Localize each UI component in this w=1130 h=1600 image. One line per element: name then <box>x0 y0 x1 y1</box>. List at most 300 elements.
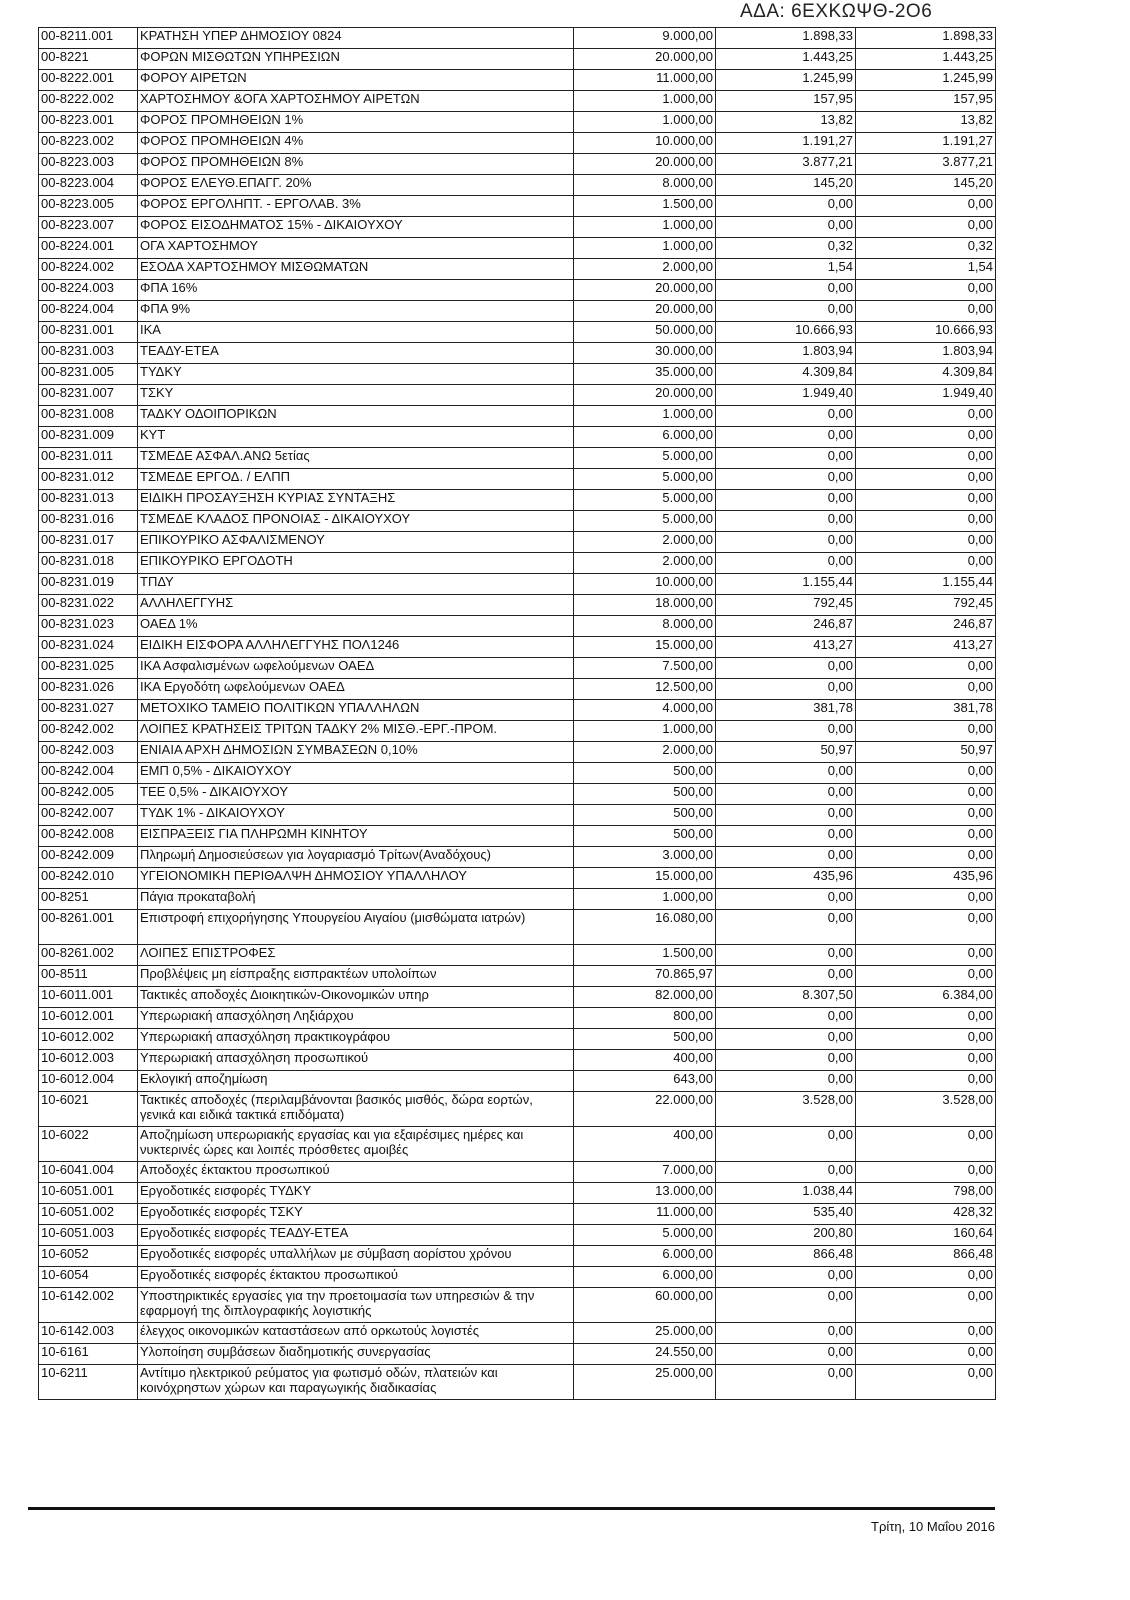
budget-amount-cell: 1.000,00 <box>574 112 716 133</box>
table-row <box>39 553 996 574</box>
description-cell: ΤΠΔΥ <box>138 574 574 595</box>
committed-amount-cell: 792,45 <box>716 595 856 616</box>
account-code-cell: 10-6051.003 <box>39 1225 138 1246</box>
table-row <box>39 742 996 763</box>
description-cell: ΦΠΑ 9% <box>138 301 574 322</box>
paid-amount-cell: 0,00 <box>856 1029 996 1050</box>
account-code-cell: 00-8231.017 <box>39 532 138 553</box>
description-cell: ΕΙΣΠΡΑΞΕΙΣ ΓΙΑ ΠΛΗΡΩΜΗ ΚΙΝΗΤΟΥ <box>138 826 574 847</box>
paid-amount-cell: 3.528,00 <box>856 1092 996 1127</box>
budget-amount-cell: 30.000,00 <box>574 343 716 364</box>
account-code-cell: 00-8223.007 <box>39 217 138 238</box>
account-code-cell: 00-8231.003 <box>39 343 138 364</box>
budget-amount-cell: 50.000,00 <box>574 322 716 343</box>
budget-amount-cell: 35.000,00 <box>574 364 716 385</box>
paid-amount-cell: 0,00 <box>856 889 996 910</box>
account-code-cell: 00-8224.001 <box>39 238 138 259</box>
account-code-cell: 00-8242.008 <box>39 826 138 847</box>
budget-amount-cell: 1.000,00 <box>574 91 716 112</box>
committed-amount-cell: 50,97 <box>716 742 856 763</box>
committed-amount-cell: 1,54 <box>716 259 856 280</box>
description-cell: Εργοδοτικές εισφορές ΤΕΑΔΥ-ΕΤΕΑ <box>138 1225 574 1246</box>
paid-amount-cell: 0,00 <box>856 945 996 966</box>
description-cell: ΦΟΡΟΥ ΑΙΡΕΤΩΝ <box>138 70 574 91</box>
description-cell: ΦΟΡΟΣ ΕΛΕΥΘ.ΕΠΑΓΓ. 20% <box>138 175 574 196</box>
budget-amount-cell: 2.000,00 <box>574 532 716 553</box>
account-code-cell: 00-8222.002 <box>39 91 138 112</box>
committed-amount-cell: 0,00 <box>716 658 856 679</box>
budget-amount-cell: 5.000,00 <box>574 448 716 469</box>
footer-date: Τρίτη, 10 Μαΐου 2016 <box>871 1519 995 1534</box>
paid-amount-cell: 6.384,00 <box>856 987 996 1008</box>
account-code-cell: 10-6051.002 <box>39 1204 138 1225</box>
account-code-cell: 00-8231.011 <box>39 448 138 469</box>
committed-amount-cell: 0,00 <box>716 217 856 238</box>
committed-amount-cell: 0,00 <box>716 511 856 532</box>
description-cell: ΦΟΡΟΣ ΕΡΓΟΛΗΠΤ. - ΕΡΓΟΛΑΒ. 3% <box>138 196 574 217</box>
paid-amount-cell: 0,00 <box>856 280 996 301</box>
description-cell: ΕΙΔΙΚΗ ΕΙΣΦΟΡΑ ΑΛΛΗΛΕΓΓΥΗΣ ΠΟΛ1246 <box>138 637 574 658</box>
budget-amount-cell: 6.000,00 <box>574 427 716 448</box>
paid-amount-cell: 0,00 <box>856 532 996 553</box>
table-row <box>39 1162 996 1183</box>
table-row <box>39 28 996 49</box>
description-cell: Εργοδοτικές εισφορές υπαλλήλων με σύμβαση αορίστου χρόνου <box>138 1246 574 1267</box>
table-row <box>39 301 996 322</box>
table-row <box>39 910 996 945</box>
description-cell: ΑΛΛΗΛΕΓΓΥΗΣ <box>138 595 574 616</box>
account-code-cell: 10-6051.001 <box>39 1183 138 1204</box>
committed-amount-cell: 0,00 <box>716 763 856 784</box>
account-code-cell: 00-8231.013 <box>39 490 138 511</box>
committed-amount-cell: 8.307,50 <box>716 987 856 1008</box>
paid-amount-cell: 0,00 <box>856 1050 996 1071</box>
paid-amount-cell: 0,00 <box>856 1288 996 1323</box>
committed-amount-cell: 0,00 <box>716 945 856 966</box>
account-code-cell: 00-8231.026 <box>39 679 138 700</box>
table-row <box>39 1365 996 1400</box>
table-row <box>39 1127 996 1162</box>
account-code-cell: 00-8211.001 <box>39 28 138 49</box>
table-row <box>39 1204 996 1225</box>
description-cell: ΜΕΤΟΧΙΚΟ ΤΑΜΕΙΟ ΠΟΛΙΤΙΚΩΝ ΥΠΑΛΛΗΛΩΝ <box>138 700 574 721</box>
committed-amount-cell: 0,00 <box>716 1267 856 1288</box>
description-cell: ΛΟΙΠΕΣ ΚΡΑΤΗΣΕΙΣ ΤΡΙΤΩΝ ΤΑΔΚΥ 2% ΜΙΣΘ.-ΕΡΓ.-ΠΡΟΜ. <box>138 721 574 742</box>
budget-amount-cell: 1.000,00 <box>574 889 716 910</box>
paid-amount-cell: 0,00 <box>856 763 996 784</box>
committed-amount-cell: 0,00 <box>716 784 856 805</box>
account-code-cell: 00-8242.007 <box>39 805 138 826</box>
paid-amount-cell: 0,32 <box>856 238 996 259</box>
table-row <box>39 679 996 700</box>
paid-amount-cell: 381,78 <box>856 700 996 721</box>
budget-amount-cell: 1.000,00 <box>574 406 716 427</box>
description-cell: ΕΜΠ 0,5% - ΔΙΚΑΙΟΥΧΟΥ <box>138 763 574 784</box>
table-row <box>39 868 996 889</box>
account-code-cell: 00-8242.010 <box>39 868 138 889</box>
committed-amount-cell: 1.949,40 <box>716 385 856 406</box>
paid-amount-cell: 0,00 <box>856 301 996 322</box>
table-row <box>39 847 996 868</box>
paid-amount-cell: 0,00 <box>856 217 996 238</box>
budget-amount-cell: 20.000,00 <box>574 154 716 175</box>
paid-amount-cell: 0,00 <box>856 490 996 511</box>
description-cell: Εργοδοτικές εισφορές έκτακτου προσωπικού <box>138 1267 574 1288</box>
budget-amount-cell: 60.000,00 <box>574 1288 716 1323</box>
paid-amount-cell: 1.443,25 <box>856 49 996 70</box>
description-cell: ΦΠΑ 16% <box>138 280 574 301</box>
account-code-cell: 00-8231.009 <box>39 427 138 448</box>
committed-amount-cell: 535,40 <box>716 1204 856 1225</box>
table-row <box>39 133 996 154</box>
account-code-cell: 00-8242.009 <box>39 847 138 868</box>
account-code-cell: 00-8223.005 <box>39 196 138 217</box>
budget-amount-cell: 11.000,00 <box>574 1204 716 1225</box>
description-cell: Πάγια προκαταβολή <box>138 889 574 910</box>
account-code-cell: 10-6054 <box>39 1267 138 1288</box>
paid-amount-cell: 1.155,44 <box>856 574 996 595</box>
table-row <box>39 511 996 532</box>
table-row <box>39 238 996 259</box>
account-code-cell: 10-6012.003 <box>39 1050 138 1071</box>
description-cell: ΦΟΡΟΣ ΠΡΟΜΗΘΕΙΩΝ 8% <box>138 154 574 175</box>
table-row <box>39 175 996 196</box>
account-code-cell: 10-6012.004 <box>39 1071 138 1092</box>
table-row <box>39 616 996 637</box>
paid-amount-cell: 0,00 <box>856 784 996 805</box>
account-code-cell: 00-8231.024 <box>39 637 138 658</box>
account-code-cell: 00-8242.004 <box>39 763 138 784</box>
budget-amount-cell: 20.000,00 <box>574 385 716 406</box>
committed-amount-cell: 0,00 <box>716 1344 856 1365</box>
paid-amount-cell: 0,00 <box>856 553 996 574</box>
paid-amount-cell: 0,00 <box>856 406 996 427</box>
budget-amount-cell: 20.000,00 <box>574 280 716 301</box>
account-code-cell: 00-8224.004 <box>39 301 138 322</box>
table-row <box>39 1246 996 1267</box>
budget-amount-cell: 4.000,00 <box>574 700 716 721</box>
description-cell: Υπερωριακή απασχόληση προσωπικού <box>138 1050 574 1071</box>
paid-amount-cell: 0,00 <box>856 196 996 217</box>
description-cell: ΛΟΙΠΕΣ ΕΠΙΣΤΡΟΦΕΣ <box>138 945 574 966</box>
description-cell: ΕΠΙΚΟΥΡΙΚΟ ΑΣΦΑΛΙΣΜΕΝΟΥ <box>138 532 574 553</box>
paid-amount-cell: 4.309,84 <box>856 364 996 385</box>
budget-amount-cell: 400,00 <box>574 1127 716 1162</box>
paid-amount-cell: 1.245,99 <box>856 70 996 91</box>
paid-amount-cell: 0,00 <box>856 910 996 945</box>
paid-amount-cell: 1.898,33 <box>856 28 996 49</box>
account-code-cell: 00-8224.003 <box>39 280 138 301</box>
account-code-cell: 00-8231.012 <box>39 469 138 490</box>
committed-amount-cell: 4.309,84 <box>716 364 856 385</box>
budget-amount-cell: 500,00 <box>574 805 716 826</box>
description-cell: ΙΚΑ Ασφαλισμένων ωφελούμενων ΟΑΕΔ <box>138 658 574 679</box>
table-row <box>39 322 996 343</box>
paid-amount-cell: 0,00 <box>856 427 996 448</box>
description-cell: ΙΚΑ <box>138 322 574 343</box>
table-row <box>39 595 996 616</box>
account-code-cell: 00-8231.016 <box>39 511 138 532</box>
account-code-cell: 10-6021 <box>39 1092 138 1127</box>
paid-amount-cell: 0,00 <box>856 1323 996 1344</box>
description-cell: Υποστηρικτικές εργασίες για την προετοιμασία των υπηρεσιών & την εφαρμογή της διπλογραφικής λογιστικής <box>138 1288 574 1323</box>
table-row <box>39 1029 996 1050</box>
paid-amount-cell: 246,87 <box>856 616 996 637</box>
committed-amount-cell: 145,20 <box>716 175 856 196</box>
description-cell: Υπερωριακή απασχόληση πρακτικογράφου <box>138 1029 574 1050</box>
paid-amount-cell: 0,00 <box>856 679 996 700</box>
account-code-cell: 10-6011.001 <box>39 987 138 1008</box>
paid-amount-cell: 0,00 <box>856 1071 996 1092</box>
committed-amount-cell: 157,95 <box>716 91 856 112</box>
paid-amount-cell: 13,82 <box>856 112 996 133</box>
table-row <box>39 406 996 427</box>
table-row <box>39 700 996 721</box>
account-code-cell: 00-8223.001 <box>39 112 138 133</box>
paid-amount-cell: 0,00 <box>856 1344 996 1365</box>
budget-amount-cell: 5.000,00 <box>574 1225 716 1246</box>
budget-amount-cell: 2.000,00 <box>574 259 716 280</box>
committed-amount-cell: 1.191,27 <box>716 133 856 154</box>
table-row <box>39 1008 996 1029</box>
committed-amount-cell: 0,00 <box>716 196 856 217</box>
budget-amount-cell: 7.500,00 <box>574 658 716 679</box>
budget-amount-cell: 25.000,00 <box>574 1323 716 1344</box>
description-cell: ΤΥΔΚΥ <box>138 364 574 385</box>
committed-amount-cell: 13,82 <box>716 112 856 133</box>
description-cell: ΤΣΚΥ <box>138 385 574 406</box>
table-row <box>39 343 996 364</box>
description-cell: ΦΟΡΟΣ ΠΡΟΜΗΘΕΙΩΝ 1% <box>138 112 574 133</box>
account-code-cell: 00-8231.007 <box>39 385 138 406</box>
account-code-cell: 00-8251 <box>39 889 138 910</box>
paid-amount-cell: 428,32 <box>856 1204 996 1225</box>
budget-amount-cell: 1.500,00 <box>574 945 716 966</box>
committed-amount-cell: 1.803,94 <box>716 343 856 364</box>
table-row <box>39 574 996 595</box>
committed-amount-cell: 413,27 <box>716 637 856 658</box>
budget-amount-cell: 18.000,00 <box>574 595 716 616</box>
description-cell: Τακτικές αποδοχές Διοικητικών-Οικονομικών υπηρ <box>138 987 574 1008</box>
table-row <box>39 1050 996 1071</box>
description-cell: ΦΟΡΟΣ ΕΙΣΟΔΗΜΑΤΟΣ 15% - ΔΙΚΑΙΟΥΧΟΥ <box>138 217 574 238</box>
budget-amount-cell: 9.000,00 <box>574 28 716 49</box>
committed-amount-cell: 0,00 <box>716 1071 856 1092</box>
budget-amount-cell: 5.000,00 <box>574 469 716 490</box>
description-cell: ΚΥΤ <box>138 427 574 448</box>
committed-amount-cell: 0,00 <box>716 1008 856 1029</box>
account-code-cell: 00-8231.001 <box>39 322 138 343</box>
committed-amount-cell: 0,00 <box>716 721 856 742</box>
paid-amount-cell: 1.191,27 <box>856 133 996 154</box>
committed-amount-cell: 0,00 <box>716 1029 856 1050</box>
description-cell: ΕΝΙΑΙΑ ΑΡΧΗ ΔΗΜΟΣΙΩΝ ΣΥΜΒΑΣΕΩΝ 0,10% <box>138 742 574 763</box>
budget-amount-cell: 24.550,00 <box>574 1344 716 1365</box>
description-cell: ΕΠΙΚΟΥΡΙΚΟ ΕΡΓΟΔΟΤΗ <box>138 553 574 574</box>
description-cell: ΙΚΑ Εργοδότη ωφελούμενων ΟΑΕΔ <box>138 679 574 700</box>
table-row <box>39 1344 996 1365</box>
description-cell: Τακτικές αποδοχές (περιλαμβάνονται βασικός μισθός, δώρα εορτών, γενικά και ειδικά τακτικά επιδόματα) <box>138 1092 574 1127</box>
description-cell: ΚΡΑΤΗΣΗ ΥΠΕΡ ΔΗΜΟΣΙΟΥ 0824 <box>138 28 574 49</box>
committed-amount-cell: 0,00 <box>716 910 856 945</box>
table-row <box>39 1323 996 1344</box>
table-row <box>39 1288 996 1323</box>
budget-table-body <box>39 28 996 1400</box>
committed-amount-cell: 1.443,25 <box>716 49 856 70</box>
paid-amount-cell: 413,27 <box>856 637 996 658</box>
table-row <box>39 658 996 679</box>
description-cell: Υλοποίηση συμβάσεων διαδημοτικής συνεργασίας <box>138 1344 574 1365</box>
table-row <box>39 532 996 553</box>
committed-amount-cell: 0,00 <box>716 1365 856 1400</box>
committed-amount-cell: 0,00 <box>716 1288 856 1323</box>
account-code-cell: 10-6211 <box>39 1365 138 1400</box>
table-row <box>39 966 996 987</box>
committed-amount-cell: 435,96 <box>716 868 856 889</box>
budget-amount-cell: 1.000,00 <box>574 217 716 238</box>
budget-amount-cell: 500,00 <box>574 763 716 784</box>
paid-amount-cell: 160,64 <box>856 1225 996 1246</box>
description-cell: ΕΙΔΙΚΗ ΠΡΟΣΑΥΞΗΣΗ ΚΥΡΙΑΣ ΣΥΝΤΑΞΗΣ <box>138 490 574 511</box>
paid-amount-cell: 50,97 <box>856 742 996 763</box>
paid-amount-cell: 0,00 <box>856 1267 996 1288</box>
description-cell: Πληρωμή Δημοσιεύσεων για λογαριασμό Τρίτων(Αναδόχους) <box>138 847 574 868</box>
account-code-cell: 10-6041.004 <box>39 1162 138 1183</box>
account-code-cell: 10-6142.003 <box>39 1323 138 1344</box>
paid-amount-cell: 0,00 <box>856 658 996 679</box>
budget-amount-cell: 5.000,00 <box>574 511 716 532</box>
table-row <box>39 70 996 91</box>
table-row <box>39 1071 996 1092</box>
description-cell: Υπερωριακή απασχόληση Ληξιάρχου <box>138 1008 574 1029</box>
footer-divider <box>28 1507 995 1510</box>
paid-amount-cell: 0,00 <box>856 469 996 490</box>
committed-amount-cell: 0,32 <box>716 238 856 259</box>
budget-amount-cell: 5.000,00 <box>574 490 716 511</box>
committed-amount-cell: 200,80 <box>716 1225 856 1246</box>
committed-amount-cell: 0,00 <box>716 427 856 448</box>
paid-amount-cell: 0,00 <box>856 448 996 469</box>
table-row <box>39 196 996 217</box>
budget-amount-cell: 3.000,00 <box>574 847 716 868</box>
account-code-cell: 00-8231.027 <box>39 700 138 721</box>
budget-amount-cell: 10.000,00 <box>574 133 716 154</box>
committed-amount-cell: 0,00 <box>716 805 856 826</box>
account-code-cell: 00-8261.002 <box>39 945 138 966</box>
account-code-cell: 10-6142.002 <box>39 1288 138 1323</box>
description-cell: ΦΟΡΟΣ ΠΡΟΜΗΘΕΙΩΝ 4% <box>138 133 574 154</box>
description-cell: ΤΣΜΕΔΕ ΚΛΑΔΟΣ ΠΡΟΝΟΙΑΣ - ΔΙΚΑΙΟΥΧΟΥ <box>138 511 574 532</box>
account-code-cell: 00-8231.018 <box>39 553 138 574</box>
description-cell: Εκλογική αποζημίωση <box>138 1071 574 1092</box>
account-code-cell: 00-8242.002 <box>39 721 138 742</box>
table-row <box>39 1092 996 1127</box>
committed-amount-cell: 0,00 <box>716 280 856 301</box>
description-cell: ΤΣΜΕΔΕ ΑΣΦΑΛ.ΑΝΩ 5ετίας <box>138 448 574 469</box>
paid-amount-cell: 1.949,40 <box>856 385 996 406</box>
budget-amount-cell: 16.080,00 <box>574 910 716 945</box>
budget-amount-cell: 10.000,00 <box>574 574 716 595</box>
table-row <box>39 154 996 175</box>
description-cell: Αποδοχές έκτακτου προσωπικού <box>138 1162 574 1183</box>
account-code-cell: 00-8511 <box>39 966 138 987</box>
description-cell: Προβλέψεις μη είσπραξης εισπρακτέων υπολοίπων <box>138 966 574 987</box>
table-row <box>39 763 996 784</box>
table-row <box>39 427 996 448</box>
paid-amount-cell: 435,96 <box>856 868 996 889</box>
table-row <box>39 490 996 511</box>
committed-amount-cell: 0,00 <box>716 826 856 847</box>
committed-amount-cell: 1.898,33 <box>716 28 856 49</box>
account-code-cell: 00-8223.003 <box>39 154 138 175</box>
budget-amount-cell: 15.000,00 <box>574 637 716 658</box>
paid-amount-cell: 0,00 <box>856 966 996 987</box>
account-code-cell: 00-8221 <box>39 49 138 70</box>
budget-amount-cell: 8.000,00 <box>574 616 716 637</box>
description-cell: ΕΣΟΔΑ ΧΑΡΤΟΣΗΜΟΥ ΜΙΣΘΩΜΑΤΩΝ <box>138 259 574 280</box>
committed-amount-cell: 0,00 <box>716 889 856 910</box>
table-row <box>39 987 996 1008</box>
account-code-cell: 00-8222.001 <box>39 70 138 91</box>
description-cell: ΥΓΕΙΟΝΟΜΙΚΗ ΠΕΡΙΘΑΛΨΗ ΔΗΜΟΣΙΟΥ ΥΠΑΛΛΗΛΟΥ <box>138 868 574 889</box>
budget-amount-cell: 12.500,00 <box>574 679 716 700</box>
budget-amount-cell: 400,00 <box>574 1050 716 1071</box>
paid-amount-cell: 0,00 <box>856 805 996 826</box>
description-cell: ΤΑΔΚΥ ΟΔΟΙΠΟΡΙΚΩΝ <box>138 406 574 427</box>
paid-amount-cell: 1,54 <box>856 259 996 280</box>
table-row <box>39 1183 996 1204</box>
table-row <box>39 448 996 469</box>
budget-table <box>38 27 996 1400</box>
budget-amount-cell: 2.000,00 <box>574 553 716 574</box>
paid-amount-cell: 0,00 <box>856 721 996 742</box>
paid-amount-cell: 0,00 <box>856 511 996 532</box>
budget-amount-cell: 70.865,97 <box>574 966 716 987</box>
budget-amount-cell: 6.000,00 <box>574 1246 716 1267</box>
account-code-cell: 10-6022 <box>39 1127 138 1162</box>
budget-amount-cell: 82.000,00 <box>574 987 716 1008</box>
account-code-cell: 10-6052 <box>39 1246 138 1267</box>
account-code-cell: 00-8224.002 <box>39 259 138 280</box>
paid-amount-cell: 0,00 <box>856 847 996 868</box>
description-cell: έλεγχος οικονομικών καταστάσεων από ορκωτούς λογιστές <box>138 1323 574 1344</box>
committed-amount-cell: 3.877,21 <box>716 154 856 175</box>
committed-amount-cell: 0,00 <box>716 406 856 427</box>
committed-amount-cell: 0,00 <box>716 448 856 469</box>
description-cell: Εργοδοτικές εισφορές ΤΣΚΥ <box>138 1204 574 1225</box>
budget-amount-cell: 500,00 <box>574 1029 716 1050</box>
description-cell: ΤΕΕ 0,5% - ΔΙΚΑΙΟΥΧΟΥ <box>138 784 574 805</box>
budget-amount-cell: 20.000,00 <box>574 301 716 322</box>
description-cell: ΟΑΕΔ 1% <box>138 616 574 637</box>
table-row <box>39 259 996 280</box>
committed-amount-cell: 0,00 <box>716 1162 856 1183</box>
budget-amount-cell: 7.000,00 <box>574 1162 716 1183</box>
paid-amount-cell: 866,48 <box>856 1246 996 1267</box>
table-row <box>39 112 996 133</box>
paid-amount-cell: 3.877,21 <box>856 154 996 175</box>
table-row <box>39 826 996 847</box>
budget-amount-cell: 1.500,00 <box>574 196 716 217</box>
committed-amount-cell: 246,87 <box>716 616 856 637</box>
committed-amount-cell: 0,00 <box>716 490 856 511</box>
description-cell: ΟΓΑ ΧΑΡΤΟΣΗΜΟΥ <box>138 238 574 259</box>
committed-amount-cell: 0,00 <box>716 1050 856 1071</box>
account-code-cell: 00-8231.025 <box>39 658 138 679</box>
committed-amount-cell: 0,00 <box>716 532 856 553</box>
description-cell: ΦΟΡΩΝ ΜΙΣΘΩΤΩΝ ΥΠΗΡΕΣΙΩΝ <box>138 49 574 70</box>
committed-amount-cell: 0,00 <box>716 553 856 574</box>
